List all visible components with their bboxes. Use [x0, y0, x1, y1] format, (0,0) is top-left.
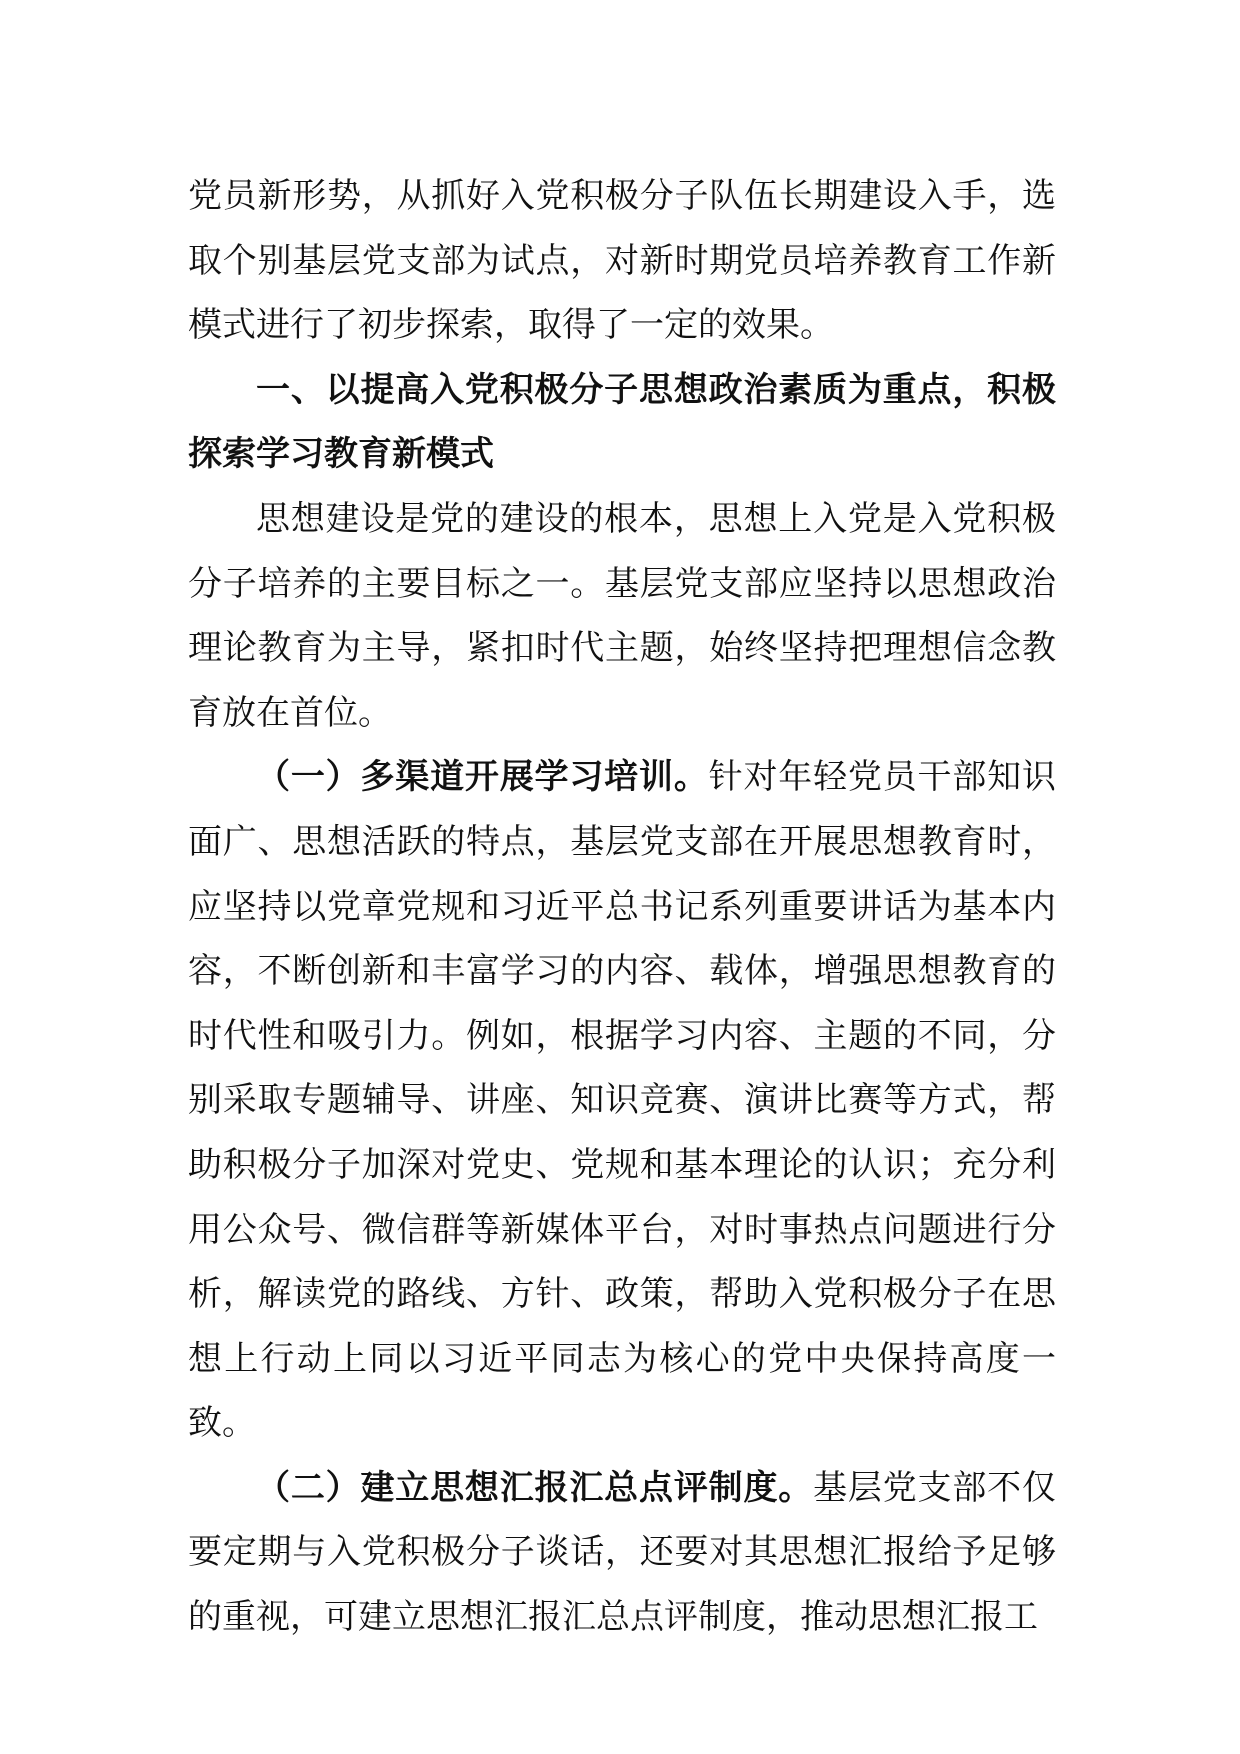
subsection-paragraph-2 — [188, 1456, 1056, 1650]
subsection-body-1: 针对年轻党员干部知识面广、思想活跃的特点，基层党支部在开展思想教育时，应坚持以党章党规和习近平总书记系列重要讲话为基本内容，不断创新和丰富学习的内容、载体，增强思想教育的时代性和吸引力。例如，根据学习内容、主题的不同，分别采取专题辅导、讲座、知识竞赛、演讲比赛等方式，帮助积极分子加深对党史、党规和基本理论的认识；充分利用公众号、微信群等新媒体平台，对时事热点问题进行分析，解读党的路线、方针、政策，帮助入党积极分子在思想上行动上同以习近平同志为核心的党中央保持高度一致。 — [188, 757, 1057, 1444]
document-body — [188, 164, 1056, 1650]
subsection-paragraph-1 — [188, 745, 1056, 1456]
body-paragraph: 思想建设是党的建设的根本，思想上入党是入党积极分子培养的主要目标之一。基层党支部应坚持以思想政治理论教育为主导，紧扣时代主题，始终坚持把理想信念教育放在首位。 — [188, 498, 1056, 733]
section-heading: 一、以提高入党积极分子思想政治素质为重点，积极探索学习教育新模式 — [188, 369, 1056, 475]
intro-paragraph: 党员新形势，从抓好入党积极分子队伍长期建设入手，选取个别基层党支部为试点，对新时期党员培养教育工作新模式进行了初步探索，取得了一定的效果。 — [188, 176, 1056, 346]
subsection-title-2: （二）建立思想汇报汇总点评制度。 — [256, 1467, 814, 1508]
subsection-title-1: （一）多渠道开展学习培训。 — [256, 757, 709, 798]
subsection-body-2: 基层党支部不仅要定期与入党积极分子谈话，还要对其思想汇报给予足够的重视，可建立思想汇报汇总点评制度，推动思想汇报工 — [188, 1467, 1057, 1638]
